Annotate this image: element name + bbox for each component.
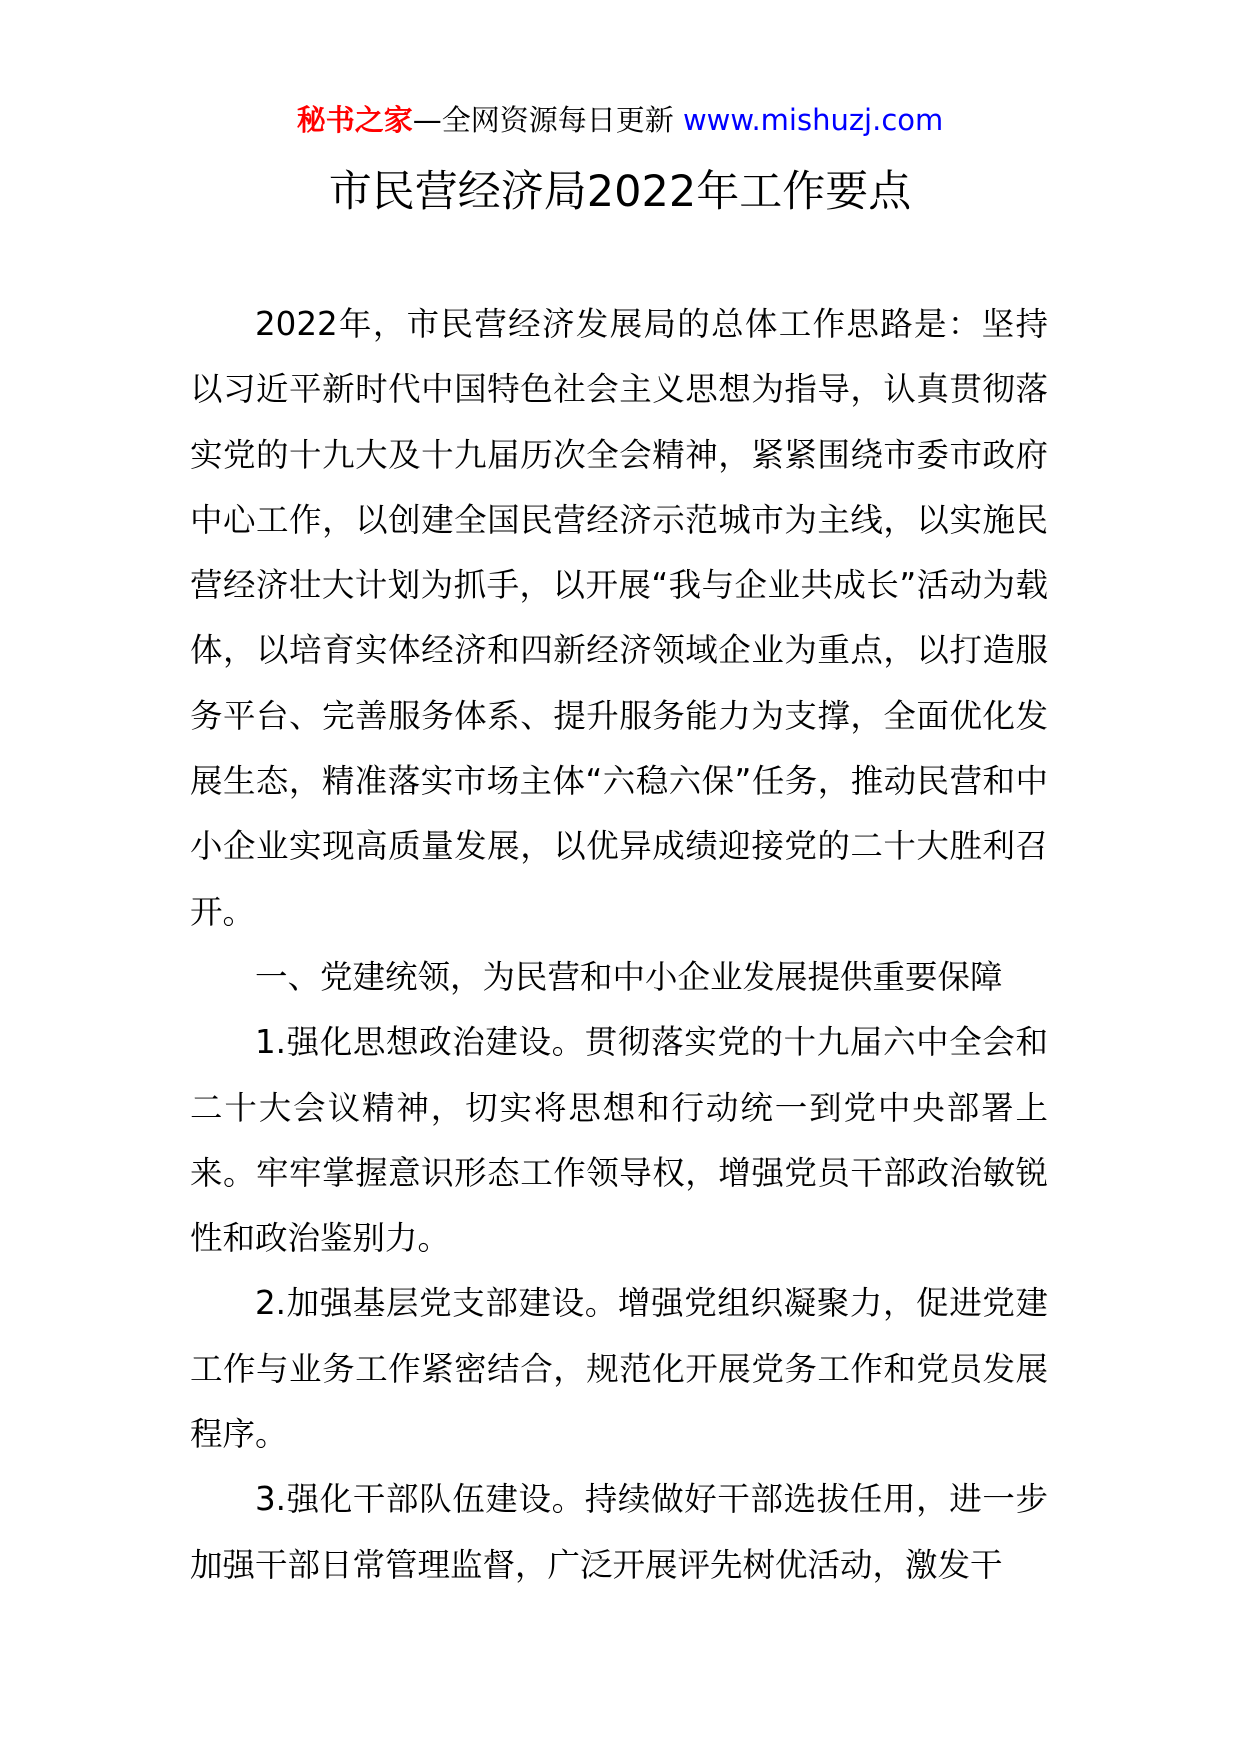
paragraph-item-3: 3.强化干部队伍建设。持续做好干部选拔任用，进一步加强干部日常管理监督，广泛开展评先树优活动，激发干 <box>190 1480 1048 1584</box>
document-body <box>190 292 1048 1598</box>
paragraph-item-1: 1.强化思想政治建设。贯彻落实党的十九届六中全会和二十大会议精神，切实将思想和行动统一到党中央部署上来。牢牢掌握意识形态工作领导权，增强党员干部政治敏锐性和政治鉴别力。 <box>190 1023 1048 1258</box>
document-title: 市民营经济局2022年工作要点 <box>328 167 912 217</box>
brand-name: 秘书之家 <box>296 103 413 137</box>
header-tagline: —全网资源每日更新 <box>412 103 674 137</box>
site-url-link[interactable]: www.mishuzj.com <box>682 103 944 137</box>
paragraph-item-2: 2.加强基层党支部建设。增强党组织凝聚力，促进党建工作与业务工作紧密结合，规范化开展党务工作和党员发展程序。 <box>190 1284 1048 1454</box>
intro-paragraph: 2022年，市民营经济发展局的总体工作思路是：坚持以习近平新时代中国特色社会主义思想为指导，认真贯彻落实党的十九大及十九届历次全会精神，紧紧围绕市委市政府中心工作，以创建全国民营经济示范城市为主线，以实施民营经济壮大计划为抓手，以开展“我与企业共成长”活动为载体，以培育实体经济和四新经济领域企业为重点，以打造服务平台、完善服务体系、提升服务能力为支撑，全面优化发展生态，精准落实市场主体“六稳六保”任务，推动民营和中小企业实现高质量发展，以优异成绩迎接党的二十大胜利召开。 <box>190 305 1048 931</box>
watermark-header <box>0 100 1240 140</box>
section-heading-1: 一、党建统领，为民营和中小企业发展提供重要保障 <box>255 957 1003 996</box>
